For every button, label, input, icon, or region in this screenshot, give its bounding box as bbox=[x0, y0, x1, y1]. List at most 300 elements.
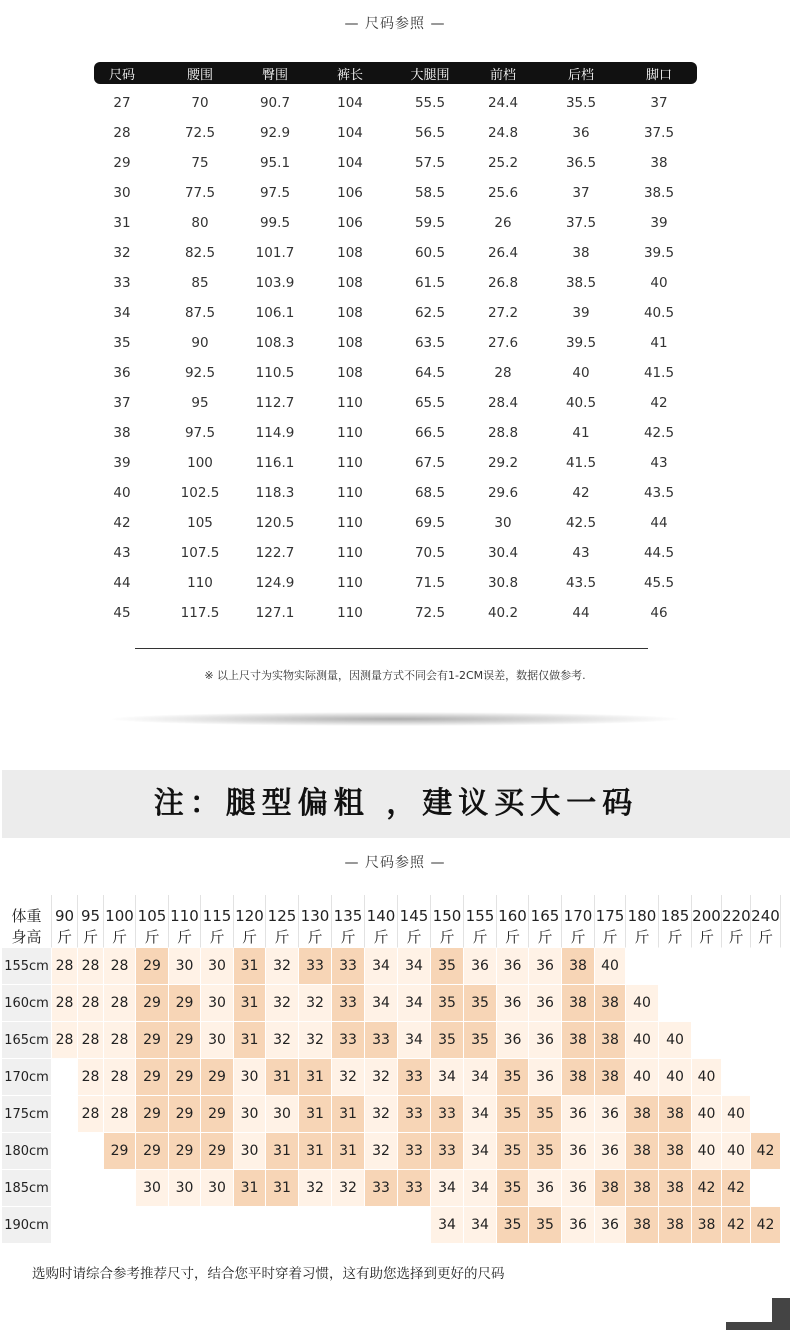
size-cell: 44 bbox=[113, 575, 131, 591]
size-cell: 30.4 bbox=[487, 545, 519, 561]
empty-cell bbox=[136, 1207, 169, 1244]
size-cell: 68.5 bbox=[414, 485, 446, 501]
size-cell: 110 bbox=[337, 485, 363, 501]
footer-advice-text: 选购时请综合参考推荐尺寸，结合您平时穿着习惯，这有助您选择到更好的尺码 bbox=[32, 1266, 505, 1282]
size-recommendation-cell: 32 bbox=[266, 985, 299, 1022]
weight-unit: 斤 bbox=[602, 928, 618, 946]
size-cell: 59.5 bbox=[414, 215, 446, 231]
section-title-size-recommendation: — 尺码参照 — bbox=[344, 855, 446, 871]
size-recommendation-cell: 28 bbox=[52, 948, 78, 985]
size-recommendation-cell: 28 bbox=[104, 985, 136, 1022]
size-recommendation-cell: 38 bbox=[562, 985, 595, 1022]
size-recommendation-cell: 38 bbox=[659, 1096, 692, 1133]
size-recommendation-cell: 33 bbox=[332, 948, 365, 985]
size-recommendation-cell: 40 bbox=[692, 1096, 722, 1133]
size-cell: 37.5 bbox=[643, 125, 675, 141]
size-cell: 27.6 bbox=[487, 335, 519, 351]
size-recommendation-cell: 36 bbox=[529, 1022, 562, 1059]
size-cell: 65.5 bbox=[414, 395, 446, 411]
size-recommendation-cell: 38 bbox=[595, 1022, 626, 1059]
size-cell: 110 bbox=[337, 575, 363, 591]
size-cell: 36 bbox=[572, 125, 590, 141]
weight-unit: 斤 bbox=[757, 928, 773, 946]
size-cell: 122.7 bbox=[255, 545, 295, 561]
size-row bbox=[94, 88, 697, 118]
weight-unit: 斤 bbox=[144, 928, 160, 946]
size-recommendation-cell: 35 bbox=[529, 1133, 562, 1170]
size-recommendation-cell: 38 bbox=[626, 1096, 659, 1133]
size-cell: 25.2 bbox=[487, 155, 519, 171]
size-recommendation-cell: 33 bbox=[332, 985, 365, 1022]
empty-cell bbox=[234, 1207, 266, 1244]
size-cell: 41 bbox=[572, 425, 590, 441]
height-label: 160cm bbox=[2, 985, 52, 1022]
empty-cell bbox=[78, 1170, 104, 1207]
size-recommendation-cell: 32 bbox=[365, 1133, 398, 1170]
size-cell: 28 bbox=[113, 125, 131, 141]
size-cell: 127.1 bbox=[255, 605, 295, 621]
size-recommendation-cell: 38 bbox=[562, 948, 595, 985]
weight-unit: 斤 bbox=[307, 928, 323, 946]
size-cell: 37.5 bbox=[565, 215, 597, 231]
weight-value: 175 bbox=[595, 907, 625, 925]
size-recommendation-cell: 38 bbox=[626, 1207, 659, 1244]
size-row bbox=[94, 568, 697, 598]
size-recommendation-cell: 31 bbox=[266, 1059, 299, 1096]
size-cell: 44 bbox=[572, 605, 590, 621]
weight-value: 180 bbox=[627, 907, 657, 925]
size-recommendation-cell: 32 bbox=[299, 985, 332, 1022]
size-recommendation-cell: 38 bbox=[626, 1170, 659, 1207]
weight-unit: 斤 bbox=[340, 928, 356, 946]
weight-unit: 斤 bbox=[111, 928, 127, 946]
size-cell: 29 bbox=[113, 155, 131, 171]
size-recommendation-cell: 30 bbox=[201, 948, 234, 985]
size-recommendation-cell: 30 bbox=[234, 1133, 266, 1170]
size-recommendation-cell: 40 bbox=[722, 1133, 751, 1170]
height-label: 165cm bbox=[2, 1022, 52, 1059]
size-cell: 67.5 bbox=[414, 455, 446, 471]
size-cell: 42 bbox=[650, 395, 668, 411]
grid-row bbox=[2, 1170, 781, 1207]
weight-unit: 斤 bbox=[209, 928, 225, 946]
weight-unit: 斤 bbox=[241, 928, 257, 946]
size-cell: 28 bbox=[494, 365, 512, 381]
weight-header-cell bbox=[595, 895, 626, 948]
weight-header-cell bbox=[464, 895, 497, 948]
size-cell: 29.2 bbox=[487, 455, 519, 471]
size-cell: 110 bbox=[337, 545, 363, 561]
size-cell: 92.5 bbox=[184, 365, 216, 381]
weight-value: 140 bbox=[366, 907, 396, 925]
weight-value: 110 bbox=[170, 907, 199, 925]
size-cell: 58.5 bbox=[414, 185, 446, 201]
size-cell: 27.2 bbox=[487, 305, 519, 321]
size-cell: 32 bbox=[113, 245, 131, 261]
weight-unit: 斤 bbox=[570, 928, 586, 946]
size-cell: 97.5 bbox=[259, 185, 291, 201]
size-cell: 30 bbox=[113, 185, 131, 201]
size-cell: 42 bbox=[113, 515, 131, 531]
size-cell: 72.5 bbox=[184, 125, 216, 141]
size-cell: 62.5 bbox=[414, 305, 446, 321]
size-recommendation-cell: 31 bbox=[332, 1096, 365, 1133]
size-recommendation-cell: 31 bbox=[266, 1133, 299, 1170]
size-recommendation-cell: 35 bbox=[529, 1207, 562, 1244]
empty-cell bbox=[104, 1207, 136, 1244]
size-cell: 38 bbox=[650, 155, 668, 171]
size-recommendation-cell: 40 bbox=[626, 985, 659, 1022]
size-recommendation-cell: 38 bbox=[562, 1059, 595, 1096]
weight-header-cell bbox=[431, 895, 464, 948]
size-cell: 71.5 bbox=[414, 575, 446, 591]
size-recommendation-cell: 38 bbox=[659, 1207, 692, 1244]
size-recommendation-cell: 35 bbox=[497, 1096, 529, 1133]
corner-decoration-vertical bbox=[772, 1298, 790, 1330]
weight-value: 135 bbox=[333, 907, 363, 925]
size-recommendation-cell: 29 bbox=[169, 1133, 201, 1170]
size-recommendation-cell: 38 bbox=[562, 1022, 595, 1059]
size-recommendation-cell: 28 bbox=[78, 1096, 104, 1133]
weight-value: 130 bbox=[300, 907, 330, 925]
size-cell: 41.5 bbox=[565, 455, 597, 471]
size-recommendation-cell: 34 bbox=[431, 1207, 464, 1244]
size-recommendation-cell: 31 bbox=[234, 1022, 266, 1059]
size-recommendation-cell: 29 bbox=[169, 1059, 201, 1096]
size-cell: 40 bbox=[572, 365, 590, 381]
size-recommendation-cell: 29 bbox=[169, 985, 201, 1022]
size-recommendation-cell: 33 bbox=[431, 1096, 464, 1133]
weight-unit: 斤 bbox=[504, 928, 520, 946]
size-cell: 75 bbox=[191, 155, 209, 171]
size-recommendation-cell: 34 bbox=[398, 1022, 431, 1059]
empty-cell bbox=[722, 948, 751, 985]
size-recommendation-cell: 29 bbox=[136, 948, 169, 985]
size-cell: 27 bbox=[113, 95, 131, 111]
size-cell: 34 bbox=[113, 305, 131, 321]
size-cell: 39 bbox=[113, 455, 131, 471]
size-cell: 41.5 bbox=[643, 365, 675, 381]
size-cell: 37 bbox=[650, 95, 668, 111]
weight-unit: 斤 bbox=[728, 928, 744, 946]
size-recommendation-cell: 32 bbox=[299, 1170, 332, 1207]
size-cell: 43 bbox=[113, 545, 131, 561]
weight-header-cell bbox=[299, 895, 332, 948]
size-cell: 38.5 bbox=[565, 275, 597, 291]
size-recommendation-cell: 28 bbox=[104, 948, 136, 985]
size-recommendation-cell: 29 bbox=[136, 1022, 169, 1059]
size-recommendation-cell: 32 bbox=[332, 1059, 365, 1096]
size-cell: 55.5 bbox=[414, 95, 446, 111]
size-recommendation-cell: 29 bbox=[201, 1133, 234, 1170]
size-recommendation-cell: 40 bbox=[692, 1133, 722, 1170]
size-cell: 70 bbox=[191, 95, 209, 111]
size-cell: 69.5 bbox=[414, 515, 446, 531]
size-header-cell: 前档 bbox=[489, 67, 516, 83]
size-recommendation-cell: 36 bbox=[595, 1207, 626, 1244]
size-cell: 92.9 bbox=[259, 125, 291, 141]
size-cell: 110 bbox=[337, 425, 363, 441]
size-recommendation-cell: 29 bbox=[201, 1059, 234, 1096]
empty-cell bbox=[52, 1207, 78, 1244]
empty-cell bbox=[104, 1170, 136, 1207]
size-recommendation-cell: 35 bbox=[497, 1133, 529, 1170]
empty-cell bbox=[722, 1022, 751, 1059]
size-cell: 105 bbox=[187, 515, 213, 531]
weight-value: 160 bbox=[498, 907, 527, 925]
weight-header-cell bbox=[692, 895, 722, 948]
size-cell: 43.5 bbox=[565, 575, 597, 591]
size-cell: 108 bbox=[337, 245, 363, 261]
size-cell: 43.5 bbox=[643, 485, 675, 501]
size-cell: 108 bbox=[337, 335, 363, 351]
size-recommendation-cell: 28 bbox=[104, 1059, 136, 1096]
size-recommendation-cell: 31 bbox=[234, 985, 266, 1022]
size-recommendation-cell: 34 bbox=[464, 1096, 497, 1133]
size-cell: 85 bbox=[191, 275, 209, 291]
weight-value: 185 bbox=[660, 907, 690, 925]
size-cell: 114.9 bbox=[255, 425, 295, 441]
size-recommendation-cell: 40 bbox=[722, 1096, 751, 1133]
size-cell: 24.4 bbox=[487, 95, 519, 111]
weight-value: 125 bbox=[267, 907, 297, 925]
size-cell: 112.7 bbox=[255, 395, 295, 411]
weight-value: 95 bbox=[80, 907, 101, 925]
size-cell: 30.8 bbox=[487, 575, 519, 591]
size-cell: 110 bbox=[337, 395, 363, 411]
size-recommendation-cell: 29 bbox=[136, 1096, 169, 1133]
size-recommendation-cell: 38 bbox=[595, 1059, 626, 1096]
size-row bbox=[94, 328, 697, 358]
weight-unit: 斤 bbox=[373, 928, 389, 946]
weight-header-cell bbox=[497, 895, 529, 948]
size-recommendation-cell: 34 bbox=[365, 985, 398, 1022]
size-recommendation-cell: 35 bbox=[497, 1170, 529, 1207]
size-recommendation-cell: 29 bbox=[169, 1022, 201, 1059]
size-row bbox=[94, 388, 697, 418]
size-cell: 44 bbox=[650, 515, 668, 531]
weight-header-cell bbox=[78, 895, 104, 948]
size-recommendation-cell: 32 bbox=[266, 1022, 299, 1059]
size-cell: 104 bbox=[337, 125, 363, 141]
weight-header-cell bbox=[398, 895, 431, 948]
size-recommendation-cell: 31 bbox=[234, 948, 266, 985]
size-cell: 37 bbox=[572, 185, 590, 201]
size-recommendation-cell: 33 bbox=[365, 1170, 398, 1207]
size-recommendation-cell: 28 bbox=[78, 1059, 104, 1096]
size-recommendation-cell: 33 bbox=[398, 1059, 431, 1096]
weight-header-cell bbox=[104, 895, 136, 948]
size-recommendation-cell: 34 bbox=[431, 1059, 464, 1096]
weight-unit: 斤 bbox=[82, 928, 98, 946]
size-recommendation-cell: 36 bbox=[497, 1022, 529, 1059]
height-label: 190cm bbox=[2, 1207, 52, 1244]
empty-cell bbox=[659, 948, 692, 985]
size-recommendation-cell: 40 bbox=[626, 1059, 659, 1096]
decorative-shadow bbox=[112, 712, 678, 726]
size-recommendation-cell: 35 bbox=[497, 1207, 529, 1244]
weight-value: 105 bbox=[137, 907, 167, 925]
empty-cell bbox=[626, 948, 659, 985]
weight-unit: 斤 bbox=[439, 928, 455, 946]
size-recommendation-cell: 33 bbox=[398, 1096, 431, 1133]
size-cell: 43 bbox=[650, 455, 668, 471]
size-cell: 66.5 bbox=[414, 425, 446, 441]
size-recommendation-cell: 36 bbox=[595, 1133, 626, 1170]
size-cell: 40 bbox=[650, 275, 668, 291]
size-cell: 72.5 bbox=[414, 605, 446, 621]
size-cell: 41 bbox=[650, 335, 668, 351]
weight-value: 145 bbox=[399, 907, 429, 925]
size-recommendation-cell: 40 bbox=[659, 1022, 692, 1059]
size-recommendation-cell: 36 bbox=[529, 1170, 562, 1207]
empty-cell bbox=[751, 948, 781, 985]
size-recommendation-cell: 32 bbox=[332, 1170, 365, 1207]
size-cell: 106 bbox=[337, 185, 363, 201]
size-cell: 43 bbox=[572, 545, 590, 561]
size-recommendation-cell: 34 bbox=[398, 985, 431, 1022]
size-cell: 42.5 bbox=[643, 425, 675, 441]
size-cell: 99.5 bbox=[259, 215, 291, 231]
measurement-note: ※ 以上尺寸为实物实际测量，因测量方式不同会有1-2CM误差，数据仅做参考. bbox=[204, 669, 586, 682]
size-row bbox=[94, 268, 697, 298]
size-cell: 25.6 bbox=[487, 185, 519, 201]
size-cell: 101.7 bbox=[255, 245, 295, 261]
size-cell: 35.5 bbox=[565, 95, 597, 111]
size-recommendation-cell: 35 bbox=[529, 1096, 562, 1133]
size-row bbox=[94, 418, 697, 448]
weight-header-cell bbox=[626, 895, 659, 948]
size-recommendation-cell: 36 bbox=[595, 1096, 626, 1133]
size-recommendation-cell: 31 bbox=[299, 1059, 332, 1096]
size-cell: 39 bbox=[650, 215, 668, 231]
fit-advice-banner: 注：腿型偏粗 ，建议买大一码 bbox=[2, 770, 790, 838]
size-recommendation-cell: 33 bbox=[398, 1133, 431, 1170]
size-cell: 80 bbox=[191, 215, 209, 231]
size-row bbox=[94, 298, 697, 328]
weight-header-cell bbox=[751, 895, 781, 948]
size-header-cell: 尺码 bbox=[108, 67, 135, 83]
size-cell: 110 bbox=[337, 515, 363, 531]
size-cell: 39 bbox=[572, 305, 590, 321]
size-recommendation-cell: 28 bbox=[104, 1022, 136, 1059]
size-recommendation-cell: 29 bbox=[136, 1133, 169, 1170]
empty-cell bbox=[299, 1207, 332, 1244]
size-cell: 110 bbox=[337, 455, 363, 471]
size-cell: 102.5 bbox=[180, 485, 220, 501]
size-cell: 35 bbox=[113, 335, 131, 351]
weight-value: 170 bbox=[563, 907, 593, 925]
size-cell: 39.5 bbox=[565, 335, 597, 351]
size-cell: 38 bbox=[113, 425, 131, 441]
size-cell: 64.5 bbox=[414, 365, 446, 381]
size-cell: 82.5 bbox=[184, 245, 216, 261]
size-cell: 87.5 bbox=[184, 305, 216, 321]
size-cell: 28.4 bbox=[487, 395, 519, 411]
size-recommendation-cell: 31 bbox=[332, 1133, 365, 1170]
size-recommendation-cell: 33 bbox=[365, 1022, 398, 1059]
size-recommendation-cell: 38 bbox=[595, 1170, 626, 1207]
size-header-cell: 裤长 bbox=[336, 67, 363, 83]
weight-header-cell bbox=[136, 895, 169, 948]
weight-unit: 斤 bbox=[274, 928, 290, 946]
section-title-size-reference: — 尺码参照 — bbox=[344, 16, 446, 32]
size-recommendation-cell: 29 bbox=[104, 1133, 136, 1170]
weight-header-cell bbox=[722, 895, 751, 948]
empty-cell bbox=[751, 1022, 781, 1059]
size-row bbox=[94, 148, 697, 178]
weight-value: 90 bbox=[54, 907, 75, 925]
size-recommendation-cell: 36 bbox=[529, 985, 562, 1022]
size-recommendation-cell: 28 bbox=[52, 1022, 78, 1059]
grid-row bbox=[2, 948, 781, 985]
size-recommendation-cell: 28 bbox=[78, 985, 104, 1022]
size-cell: 90 bbox=[191, 335, 209, 351]
size-cell: 39.5 bbox=[643, 245, 675, 261]
size-recommendation-cell: 34 bbox=[464, 1133, 497, 1170]
size-row bbox=[94, 508, 697, 538]
size-recommendation-cell: 30 bbox=[169, 948, 201, 985]
weight-unit: 斤 bbox=[406, 928, 422, 946]
size-cell: 40.5 bbox=[565, 395, 597, 411]
empty-cell bbox=[692, 1022, 722, 1059]
weight-header-cell bbox=[169, 895, 201, 948]
size-row bbox=[94, 478, 697, 508]
size-recommendation-cell: 33 bbox=[431, 1133, 464, 1170]
size-recommendation-cell: 35 bbox=[464, 985, 497, 1022]
size-row bbox=[94, 208, 697, 238]
size-cell: 118.3 bbox=[255, 485, 295, 501]
size-recommendation-cell: 34 bbox=[431, 1170, 464, 1207]
size-recommendation-cell: 34 bbox=[464, 1207, 497, 1244]
size-recommendation-cell: 42 bbox=[751, 1133, 781, 1170]
size-cell: 95.1 bbox=[259, 155, 291, 171]
weight-value: 200 bbox=[692, 907, 721, 925]
empty-cell bbox=[722, 1059, 751, 1096]
divider-line bbox=[135, 648, 648, 649]
size-recommendation-cell: 35 bbox=[431, 985, 464, 1022]
weight-value: 120 bbox=[235, 907, 264, 925]
empty-cell bbox=[52, 1133, 78, 1170]
empty-cell bbox=[692, 985, 722, 1022]
size-recommendation-cell: 32 bbox=[266, 948, 299, 985]
height-label: 180cm bbox=[2, 1133, 52, 1170]
size-cell: 77.5 bbox=[184, 185, 216, 201]
size-recommendation-cell: 36 bbox=[529, 1059, 562, 1096]
weight-unit: 斤 bbox=[667, 928, 683, 946]
size-cell: 26.8 bbox=[487, 275, 519, 291]
size-recommendation-cell: 38 bbox=[659, 1170, 692, 1207]
empty-cell bbox=[751, 1096, 781, 1133]
grid-corner-label bbox=[2, 895, 52, 948]
size-cell: 36.5 bbox=[565, 155, 597, 171]
size-recommendation-cell: 30 bbox=[234, 1096, 266, 1133]
grid-row bbox=[2, 1022, 781, 1059]
weight-value: 115 bbox=[202, 907, 232, 925]
grid-row bbox=[2, 1059, 781, 1096]
height-label: 185cm bbox=[2, 1170, 52, 1207]
size-header-cell: 大腿围 bbox=[410, 67, 450, 83]
size-recommendation-cell: 30 bbox=[201, 985, 234, 1022]
empty-cell bbox=[692, 948, 722, 985]
size-cell: 26.4 bbox=[487, 245, 519, 261]
empty-cell bbox=[78, 1133, 104, 1170]
size-recommendation-cell: 40 bbox=[659, 1059, 692, 1096]
size-recommendation-cell: 30 bbox=[266, 1096, 299, 1133]
size-cell: 124.9 bbox=[255, 575, 295, 591]
size-cell: 61.5 bbox=[414, 275, 446, 291]
size-cell: 97.5 bbox=[184, 425, 216, 441]
